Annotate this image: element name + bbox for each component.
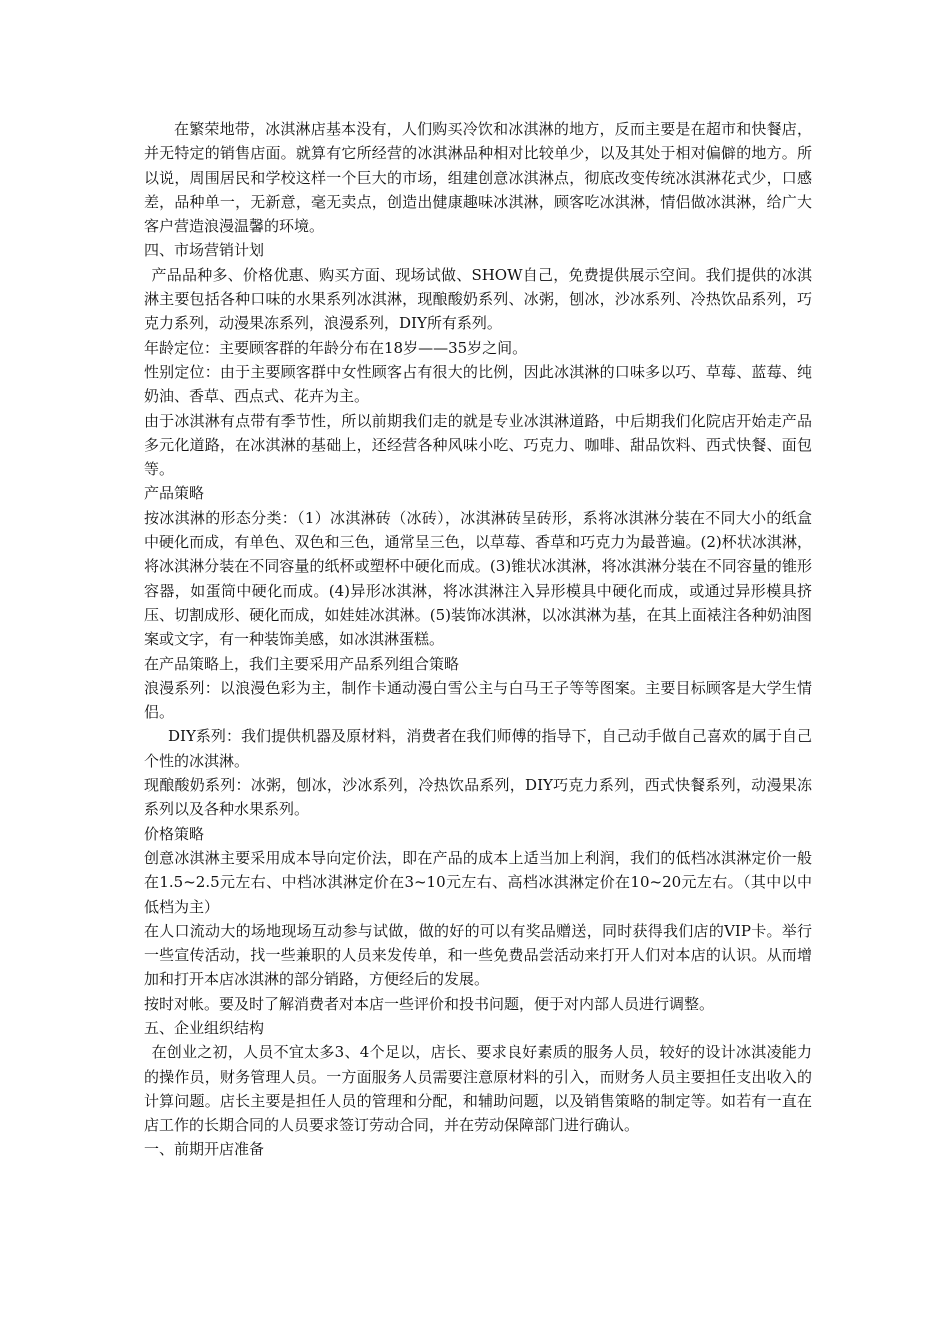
heading-price-strategy: 价格策略 xyxy=(144,824,205,843)
paragraph-romance-series: 浪漫系列：以浪漫色彩为主，制作卡通动漫白雪公主与白马王子等等图案。主要目标顾客是大学生情侣。 xyxy=(144,678,812,722)
paragraph-yogurt-series: 现酿酸奶系列：冰粥，刨冰，沙冰系列，冷热饮品系列，DIY巧克力系列，西式快餐系列，动漫果冻系列以及各种水果系列。 xyxy=(144,776,812,819)
paragraph-seasonality: 由于冰淇淋有点带有季节性，所以前期我们走的就是专业冰淇淋道路，中后期我们化院店开始走产品多元化道路，在冰淇淋的基础上，还经营各种风味小吃、巧克力、咖啡、甜品饮料、西式快餐、面包等。 xyxy=(144,411,812,479)
paragraph-age-positioning: 年龄定位：主要顾客群的年龄分布在18岁——35岁之间。 xyxy=(144,338,528,357)
paragraph-promotion: 在人口流动大的场地现场互动参与试做，做的好的可以有奖品赠送，同时获得我们店的VIP卡。举行一些宣传活动，找一些兼职的人员来发传单，和一些免费品尝活动来打开人们对本店的认识。从而增加和打开本店冰淇淋的部分销路，方便经后的发展。 xyxy=(144,921,812,989)
paragraph-reconciliation: 按时对帐。要及时了解消费者对本店一些评价和投书问题，便于对内部人员进行调整。 xyxy=(144,994,715,1013)
paragraph-series-strategy: 在产品策略上，我们主要采用产品系列组合策略 xyxy=(144,654,460,673)
heading-marketing-plan: 四、市场营销计划 xyxy=(144,241,265,260)
paragraph-intro: 在繁荣地带，冰淇淋店基本没有，人们购买冷饮和冰淇淋的地方，反而主要是在超市和快餐店，并无特定的销售店面。就算有它所经营的冰淇淋品种相对比较单少，以及其处于相对偏僻的地方。所以说，周围居民和学校这样一个巨大的市场，组建创意冰淇淋点，彻底改变传统冰淇淋花式少，口感差，品种单一，无新意，毫无卖点，创造出健康趣味冰淇淋，顾客吃冰淇淋，情侣做冰淇淋，给广大客户营造浪漫温馨的环境。 xyxy=(144,120,812,236)
paragraph-form-classification: 按冰淇淋的形态分类：（1）冰淇淋砖（冰砖），冰淇淋砖呈砖形，系将冰淇淋分装在不同大小的纸盒中硬化而成，有单色、双色和三色，通常呈三色，以草莓、香草和巧克力为最普遍。(2)杯状冰淇淋，将冰淇淋分装在不同容量的纸杯或塑杯中硬化而成。(3)锥状冰淇淋，将冰淇淋分装在不同容量的锥形容器，如蛋筒中硬化而成。(4)异形冰淇淋，将冰淇淋注入异形模具中硬化而成，或通过异形模具挤压、切割成形、硬化而成，如娃娃冰淇淋。(5)装饰冰淇淋，以冰淇淋为基，在其上面裱注各种奶油图案或文字，有一种装饰美感，如冰淇淋蛋糕。 xyxy=(144,508,812,649)
heading-organization: 五、企业组织结构 xyxy=(144,1018,265,1037)
paragraph-diy-series: DIY系列：我们提供机器及原材料，消费者在我们师傅的指导下，自己动手做自己喜欢的属于自己个性的冰淇淋。 xyxy=(144,727,812,770)
heading-product-strategy: 产品策略 xyxy=(144,484,205,503)
paragraph-staffing: 在创业之初，人员不宜太多3、4个足以，店长、要求良好素质的服务人员，较好的设计冰淇凌能力的操作员，财务管理人员。一方面服务人员需要注意原材料的引入，而财务人员主要担任支出收入的计算问题。店长主要是担任人员的管理和分配，和辅助问题，以及销售策略的制定等。如若有一直在店工作的长期合同的人员要求签订劳动合同，并在劳动保障部门进行确认。 xyxy=(144,1043,812,1135)
paragraph-product-variety: 产品品种多、价格优惠、购买方面、现场试做、SHOW自己，免费提供展示空间。我们提供的冰淇淋主要包括各种口味的水果系列冰淇淋，现酿酸奶系列、冰粥，刨冰，沙冰系列、冷热饮品系列，巧克力系列，动漫果冻系列，浪漫系列，DIY所有系列。 xyxy=(144,265,812,333)
document-page xyxy=(144,117,812,1162)
paragraph-cost-pricing: 创意冰淇淋主要采用成本导向定价法，即在产品的成本上适当加上利润，我们的低档冰淇淋定价一般在1.5~2.5元左右、中档冰淇淋定价在3~10元左右、高档冰淇淋定价在10~20元左右。（其中以中低档为主） xyxy=(144,848,812,916)
heading-store-preparation: 一、前期开店准备 xyxy=(144,1140,265,1159)
paragraph-gender-positioning: 性别定位：由于主要顾客群中女性顾客占有很大的比例，因此冰淇淋的口味多以巧、草莓、蓝莓、纯奶油、香草、西点式、花卉为主。 xyxy=(144,362,812,406)
